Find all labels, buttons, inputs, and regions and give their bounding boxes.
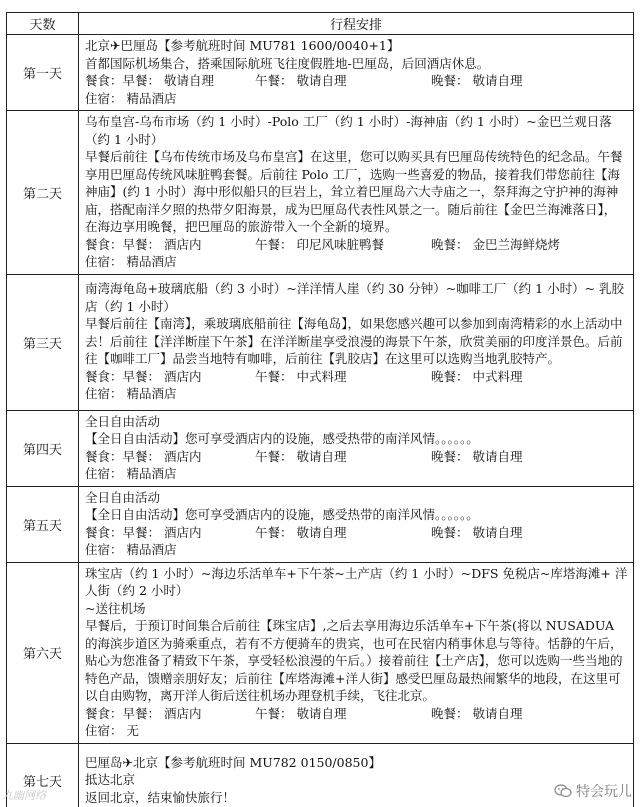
meals-label: 餐食： (85, 73, 123, 88)
day-content (79, 562, 634, 743)
day-row (7, 35, 634, 111)
breakfast-value: 早餐： 酒店内 (122, 368, 202, 384)
day-content (79, 743, 634, 807)
plan-line: 【全日自由活动】您可享受酒店内的设施，感受热带的南洋风情。。。。。。 (85, 431, 479, 446)
meal-dinner: 晚餐： 敬请自理 (431, 705, 523, 721)
meal-breakfast (85, 524, 255, 542)
meal-breakfast (85, 368, 255, 386)
header-day: 天数 (7, 13, 79, 35)
hotel-line: 住宿： 精品酒店 (85, 542, 177, 557)
breakfast-value: 早餐： 酒店内 (122, 524, 202, 540)
meal-lunch: 午餐： 敬请自理 (255, 705, 347, 721)
day-content (79, 486, 634, 562)
hotel-line: 住宿： 精品酒店 (85, 466, 177, 481)
meal-breakfast (85, 72, 255, 90)
meal-dinner: 晚餐： 敬请自理 (431, 524, 523, 540)
plan-line: ~送往机场 (85, 600, 146, 616)
plan-line: 南湾海龟岛+玻璃底船（约 3 小时）~洋洋情人崖（约 30 分钟）~咖啡工厂（约 1 小时）~ 乳胶店（约 1 小时） (85, 281, 625, 314)
meal-breakfast (85, 705, 255, 723)
hotel-line: 住宿： 精品酒店 (85, 90, 177, 106)
day-content (79, 410, 634, 486)
plan-line: 巴厘岛✈北京【参考航班时间 MU782 0150/0850】 (85, 754, 381, 770)
day-row (7, 274, 634, 410)
day-label: 第六天 (7, 562, 79, 743)
meal-lunch: 午餐： 敬请自理 (255, 73, 347, 88)
plan-line: 北京✈巴厘岛【参考航班时间 MU781 1600/0040+1】 (85, 38, 400, 53)
meals-label: 餐食： (85, 524, 123, 540)
breakfast-value: 早餐： 酒店内 (122, 236, 202, 252)
day-label: 第一天 (7, 35, 79, 111)
breakfast-value: 早餐： 酒店内 (122, 705, 202, 721)
breakfast-value: 早餐： 敬请自理 (122, 73, 214, 88)
watermark-left: 九幽网络 (2, 789, 46, 802)
itinerary-body (7, 35, 634, 807)
meals-line (85, 236, 628, 254)
itinerary-table (6, 12, 634, 807)
wechat-icon (554, 784, 572, 798)
meal-dinner: 晚餐： 中式料理 (431, 368, 523, 384)
meal-dinner: 晚餐： 敬请自理 (431, 448, 523, 464)
meals-label: 餐食： (85, 705, 123, 721)
day-label: 第七天 (7, 743, 79, 807)
day-label: 第五天 (7, 486, 79, 562)
meal-breakfast (85, 236, 255, 254)
day-row (7, 743, 634, 807)
day-row (7, 486, 634, 562)
plan-line: 全日自由活动 (85, 413, 161, 429)
watermark-right-text: 特会玩儿 (576, 784, 632, 800)
plan-line: 抵达北京 (85, 772, 136, 788)
plan-line: 早餐后，于预订时间集合后前往【珠宝店】,之后去享用海边乐活单车+下午茶(将以 NUSADUA 的海滨步道区为骑乘重点，若有不方便骑车的贵宾，也可在民宿内稍事休息与等待。恬静的午后，贴心为您准备了精致下午茶，享受轻松浪漫的午后。）接着前往【土产店】，您可以选购一些当地的特色产品，馈赠亲朋好友；后前往【库塔海滩+洋人街】感受巴厘岛最热闹繁华的地段，在这里可以自由购物，离开洋人街后送往机场办理登机手续，飞往北京。 (85, 618, 623, 703)
meals-label: 餐食： (85, 368, 123, 384)
meal-dinner: 晚餐： 金巴兰海鲜烧烤 (431, 236, 560, 252)
plan-line: 珠宝店（约 1 小时）~海边乐活单车+下午茶~土产店（约 1 小时）~DFS 免税店~库塔海滩+ 洋人街（约 2 小时） (85, 565, 628, 598)
plan-line: 首都国际机场集合，搭乘国际航班飞往度假胜地-巴厘岛，后回酒店休息。 (85, 55, 490, 71)
hotel-line: 住宿： 精品酒店 (85, 386, 177, 402)
plan-line: 【全日自由活动】您可享受酒店内的设施，感受热带的南洋风情。。。。。。 (85, 507, 479, 522)
day-label: 第四天 (7, 410, 79, 486)
meal-breakfast (85, 448, 255, 466)
day-row (7, 562, 634, 743)
hotel-line: 住宿： 精品酒店 (85, 254, 177, 269)
day-row (7, 410, 634, 486)
table-header-row (7, 13, 634, 35)
meal-lunch: 午餐： 印尼风味脏鸭餐 (255, 236, 384, 252)
meals-line (85, 368, 628, 386)
day-label: 第三天 (7, 274, 79, 410)
meals-line (85, 448, 628, 466)
day-content (79, 274, 634, 410)
plan-line: 返回北京，结束愉快旅行！ (85, 789, 236, 805)
meals-line (85, 524, 628, 542)
plan-line: 早餐后前往【南湾】，乘玻璃底船前往【海龟岛】，如果您感兴趣可以参加到南湾精彩的水上活动中去！后前往【洋洋断崖下午茶】在洋洋断崖享受浪漫的海景下午茶，欣赏美丽的印度洋景色。后前往【咖啡工厂】品尝当地特有咖啡，后前往【乳胶店】在这里可以选购当地乳胶特产。 (85, 316, 623, 367)
day-row (7, 111, 634, 275)
hotel-line: 住宿： 无 (85, 723, 139, 738)
breakfast-value: 早餐： 酒店内 (122, 448, 202, 464)
day-content (79, 111, 634, 275)
plan-line: 早餐后前往【乌布传统市场及乌布皇宫】在这里，您可以购买具有巴厘岛传统特色的纪念品。午餐享用巴厘岛传统风味脏鸭套餐。后前往 Polo 工厂，选购一些喜爱的物品，接着我们带您前往【海神庙】(约 1 小时）海中形似船只的巨岩上，耸立着巴厘岛六大寺庙之一，祭拜海之守护神的海神庙，搭配南洋夕照的热带夕阳海景，成为巴厘岛代表性风景之一。随后前往【金巴兰海滩落日】，在海边享用晚餐，把巴厘岛的旅游带入一个全新的境界。 (85, 149, 623, 234)
meals-line (85, 72, 628, 90)
day-label: 第二天 (7, 111, 79, 275)
meals-line (85, 705, 628, 723)
plan-line: 乌布皇宫-乌布市场（约 1 小时）-Polo 工厂（约 1 小时）-海神庙（约 1 小时）~金巴兰观日落（约 1 小时） (85, 114, 612, 147)
meal-lunch: 午餐： 中式料理 (255, 368, 347, 384)
meal-lunch: 午餐： 敬请自理 (255, 524, 347, 540)
meals-label: 餐食： (85, 448, 123, 464)
meal-lunch: 午餐： 敬请自理 (255, 448, 347, 464)
header-plan: 行程安排 (79, 13, 634, 35)
plan-line: 全日自由活动 (85, 489, 161, 505)
watermark-right (554, 781, 632, 801)
day-content (79, 35, 634, 111)
meal-dinner: 晚餐： 敬请自理 (431, 73, 523, 88)
meals-label: 餐食： (85, 236, 123, 252)
